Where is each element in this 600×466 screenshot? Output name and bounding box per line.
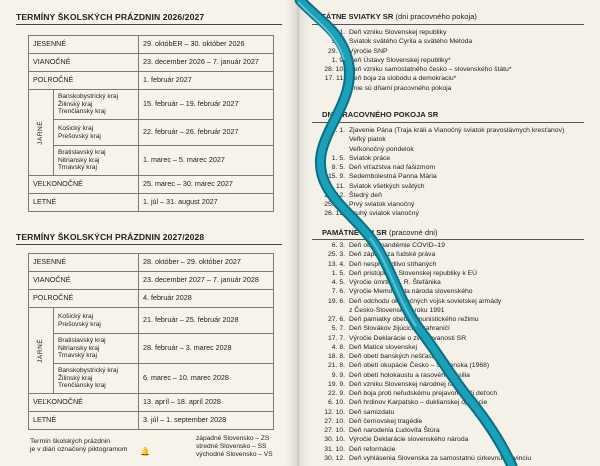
item-text: Deň odchodu okupačných vojsk sovietskej armády — [349, 297, 502, 305]
table-row — [29, 146, 274, 176]
item-date: 18. 8. — [327, 353, 345, 360]
item-text: Deň obetí pandémie COVID–19 — [349, 242, 445, 249]
holiday-dates: 21. február – 25. február 2028 — [138, 308, 273, 334]
section-title: PAMÄTNÉ DNI SR — [322, 228, 387, 237]
holiday-dates: 3. júl – 1. september 2028 — [138, 412, 273, 430]
item-date: 29. 8. — [327, 47, 345, 55]
item-text: Deň víťazstva nad fašizmom — [349, 164, 436, 171]
footnote: * nie sú dňami pracovného pokoja — [349, 84, 452, 92]
item-date: 31. 10. — [324, 445, 345, 453]
holiday-name: VEĽKONOČNÉ — [29, 176, 139, 194]
holiday-dates: 15. február – 19. február 2027 — [138, 90, 273, 120]
regions-text: Bratislavský kraj Nitriansky kraj Trnavský kraj — [57, 336, 106, 360]
holiday-dates: 23. december 2027 – 7. január 2028 — [138, 272, 273, 290]
list-item — [312, 454, 596, 463]
item-date: 4. 8. — [331, 343, 345, 351]
regions-cell — [53, 364, 138, 394]
list-item — [312, 417, 596, 426]
table1-title: TERMÍNY ŠKOLSKÝCH PRÁZDNIN 2026/2027 — [16, 12, 205, 22]
item-date: 22. 9. — [327, 390, 345, 397]
item-date: 19. 9. — [327, 380, 345, 388]
item-date: 1. 5. — [331, 269, 345, 277]
memorial-days-heading — [322, 228, 438, 237]
item-text: Výročie Deklarácie o zvrchovanosti SR — [349, 334, 467, 342]
list-item — [312, 269, 596, 278]
regions-cell — [53, 90, 138, 120]
item-text: Deň boja za slobodu a demokraciu* — [349, 75, 457, 83]
item-date: 17. 7. — [327, 334, 345, 342]
list-item — [312, 315, 596, 324]
section1-rule — [312, 24, 584, 25]
state-holidays-heading — [316, 12, 477, 21]
non-working-days-heading — [322, 110, 438, 119]
section3-rule — [312, 239, 584, 240]
item-text: Deň vzniku samostatného česko – slovenského štátu* — [349, 66, 512, 73]
section-subtitle: (pracovné dni) — [388, 228, 438, 237]
table2-title-rule — [16, 244, 282, 245]
holiday-dates: 6. marec – 10. marec 2028 — [138, 364, 273, 394]
table-row — [29, 54, 274, 72]
section2-rule — [312, 122, 584, 123]
item-text: z Česko-Slovenska v roku 1991 — [349, 306, 445, 314]
memorial-days-list — [312, 241, 596, 463]
section-subtitle: (dni pracovného pokoja) — [395, 12, 477, 21]
item-text: Sviatok práce — [349, 154, 391, 162]
item-text: Výročie Memoranda národa slovenského — [349, 288, 473, 296]
holiday-name: JESENNÉ — [29, 36, 139, 54]
holiday-name: JESENNÉ — [29, 254, 139, 272]
list-item — [312, 380, 596, 389]
list-item — [312, 278, 596, 287]
item-date: 27. 10. — [324, 417, 345, 425]
item-date: 6. 3. — [331, 242, 345, 249]
list-item — [312, 297, 596, 306]
regions-cell — [53, 120, 138, 146]
item-text: Sviatok všetkých svätých — [349, 182, 425, 190]
list-item — [312, 306, 596, 315]
item-date: 15. 9. — [327, 173, 345, 181]
table-row — [29, 394, 274, 412]
regions-cell — [53, 146, 138, 176]
table-row — [29, 254, 274, 272]
holiday-dates: 1. marec – 5. marec 2027 — [138, 146, 273, 176]
list-item — [312, 163, 596, 172]
state-holidays-list — [312, 28, 596, 93]
table-row — [29, 334, 274, 364]
item-text: Sviatok svätého Cyrila a svätého Metoda — [349, 38, 473, 46]
table-row — [29, 194, 274, 212]
item-date: 7. 6. — [331, 288, 345, 296]
table-row — [29, 120, 274, 146]
item-text: Deň obetí banských nešťastí — [349, 353, 436, 360]
table-row — [29, 90, 274, 120]
item-text: Zjavenie Pána (Traja králi a Vianočný sviatok pravoslávnych kresťanov) — [349, 127, 565, 134]
item-date: 1. 5. — [331, 154, 345, 162]
footer-line: je v diári označený piktogramom — [30, 446, 128, 454]
item-date: 21. 8. — [327, 362, 345, 370]
item-text: Deň hrdinov Karpatsko – duklianskej operácie — [349, 399, 488, 407]
spring-label: JARNÉ — [37, 339, 45, 363]
footer-line: Termín školských prázdnin — [30, 438, 111, 445]
holiday-dates: 22. február – 26. február 2027 — [138, 120, 273, 146]
item-date — [312, 145, 349, 154]
regions-text: Košický kraj Prešovský kraj — [57, 312, 101, 328]
item-date: 17. 11. — [324, 75, 345, 83]
holiday-dates: 25. marec – 30. marec 2027 — [138, 176, 273, 194]
holiday-name: POLROČNÉ — [29, 290, 139, 308]
item-text: Výročie úmrtia M. R. Štefánika — [349, 279, 441, 286]
list-item — [312, 361, 596, 370]
holiday-dates: 13. apríl – 18. apríl 2028 — [138, 394, 273, 412]
regions-text: Košický kraj Prešovský kraj — [57, 124, 101, 140]
item-date: 6. 10. — [327, 399, 345, 407]
item-date: 9. 9. — [331, 371, 345, 379]
bell-icon: 🔔 — [140, 447, 150, 456]
item-text: Veľkonočný pondelok — [349, 145, 414, 153]
item-date: 25. 12. — [324, 201, 345, 208]
item-text: Deň vzniku Slovenskej národnej rady — [349, 380, 461, 388]
spring-label: JARNÉ — [37, 121, 45, 145]
holiday-name: LETNÉ — [29, 194, 139, 212]
list-item — [312, 343, 596, 352]
item-text: Deň Slovákov žijúcich v zahraničí — [349, 325, 450, 333]
item-text: Výročie SNP — [349, 47, 388, 55]
item-text: Deň obetí holokaustu a rasového násilia — [349, 371, 470, 379]
item-text: Prvý sviatok vianočný — [349, 201, 415, 208]
item-text: Druhý sviatok vianočný — [349, 210, 419, 218]
regions-cell — [53, 334, 138, 364]
table-row — [29, 176, 274, 194]
item-date: 4. 5. — [331, 279, 345, 286]
section-title: DNI PRACOVNÉHO POKOJA SR — [322, 110, 439, 119]
item-text: Deň narodenia Ľudovíta Štúra — [349, 427, 440, 434]
footer-legend-left — [30, 438, 127, 455]
list-item — [312, 182, 596, 191]
regions-text: Banskobystrický kraj Žilinský kraj Trenčiansky kraj — [57, 92, 119, 116]
item-text: Veľký piatok — [349, 136, 386, 144]
list-item — [312, 426, 596, 435]
item-text: Deň vyhlásenia Slovenska za samostatnú cirkevnú provinciu — [349, 454, 532, 462]
holiday-name: VIANOČNÉ — [29, 54, 139, 72]
list-item — [312, 65, 596, 74]
item-date: 8. 5. — [331, 164, 345, 171]
list-item — [312, 260, 596, 269]
footer-line: stredné Slovensko – SS — [196, 443, 267, 451]
list-item — [312, 250, 596, 259]
list-item — [312, 287, 596, 296]
table-row — [29, 272, 274, 290]
list-item — [312, 145, 596, 154]
footer-legend-right — [196, 435, 273, 460]
holiday-dates: 1. február 2027 — [138, 72, 273, 90]
item-date: 1. 9. — [331, 56, 345, 64]
footer-line: západné Slovensko – ZS — [196, 435, 270, 442]
item-text: Deň reformácie — [349, 445, 396, 453]
item-text: Deň Matice slovenskej — [349, 343, 417, 351]
item-text: Deň obetí okupácie Česko – Slovenska (1968) — [349, 362, 490, 370]
list-item — [312, 334, 596, 343]
list-item — [312, 398, 596, 407]
list-item — [312, 435, 596, 444]
item-date: 13. 4. — [327, 260, 345, 268]
list-item — [312, 135, 596, 144]
item-date: 1. 1. — [331, 29, 345, 36]
holiday-name: VEĽKONOČNÉ — [29, 394, 139, 412]
footer-line: východné Slovensko – VS — [196, 451, 273, 459]
item-date: 27. 10. — [324, 427, 345, 434]
item-date: 19. 6. — [327, 297, 345, 305]
spring-label-cell — [29, 308, 54, 394]
item-date — [312, 135, 349, 144]
table-row — [29, 290, 274, 308]
holiday-table-2026-2027 — [28, 35, 274, 212]
item-text: Deň Ústavy Slovenskej republiky* — [349, 56, 451, 64]
list-item — [312, 200, 596, 209]
item-date: 6. 1. — [331, 127, 345, 134]
item-date: 1. 11. — [328, 182, 345, 190]
list-item — [312, 389, 596, 398]
holiday-dates: 28. október – 29. október 2027 — [138, 254, 273, 272]
table2-title: TERMÍNY ŠKOLSKÝCH PRÁZDNIN 2027/2028 — [16, 232, 205, 242]
list-item — [312, 37, 596, 46]
item-date: 5. 7. — [331, 325, 345, 333]
book-gutter — [286, 0, 310, 466]
list-item — [312, 445, 596, 454]
item-text: Deň samizdatu — [349, 408, 395, 416]
item-text: Deň pristúpenia Slovenskej republiky k EÚ — [349, 269, 478, 277]
list-item — [312, 352, 596, 361]
holiday-name: POLROČNÉ — [29, 72, 139, 90]
holiday-dates: 29. októbER – 30. október 2026 — [138, 36, 273, 54]
item-text: Deň vzniku Slovenskej republiky — [349, 29, 447, 36]
holiday-name: VIANOČNÉ — [29, 272, 139, 290]
non-working-days-list — [312, 126, 596, 219]
spring-label-cell — [29, 90, 54, 176]
list-item — [312, 28, 596, 37]
list-item — [312, 172, 596, 181]
table-row — [29, 36, 274, 54]
item-date: 24. 12. — [324, 191, 345, 199]
holiday-dates: 4. február 2028 — [138, 290, 273, 308]
item-text: Deň černovskej tragédie — [349, 417, 423, 425]
list-item — [312, 47, 596, 56]
table1-title-rule — [16, 24, 282, 25]
list-item — [312, 241, 596, 250]
item-text: Deň pamiatky obetí komunistického režimu — [349, 316, 479, 323]
item-date: 25. 3. — [327, 251, 345, 259]
list-item — [312, 191, 596, 200]
list-item — [312, 154, 596, 163]
item-text: Výročie Deklarácie slovenského národa — [349, 436, 469, 444]
item-date: 30. 12. — [324, 454, 345, 462]
item-text: Deň zápasu za ľudské práva — [349, 251, 436, 259]
list-item — [312, 56, 596, 65]
item-text: Sedembolestná Panna Mária — [349, 173, 437, 181]
item-date: 5. 7. — [331, 38, 345, 46]
holiday-dates: 1. júl – 31. august 2027 — [138, 194, 273, 212]
list-item — [312, 371, 596, 380]
item-date: 12. 10. — [324, 408, 345, 416]
list-item — [312, 74, 596, 83]
list-item — [312, 408, 596, 417]
list-item — [312, 209, 596, 218]
table-row — [29, 72, 274, 90]
list-item — [312, 324, 596, 333]
item-text: Deň nespravodlivo stíhaných — [349, 260, 437, 268]
item-date: 26. 12. — [324, 210, 345, 218]
holiday-dates: 23. december 2026 – 7. január 2027 — [138, 54, 273, 72]
item-date: 30. 10. — [324, 436, 345, 444]
item-date — [312, 306, 349, 315]
regions-text: Banskobystrický kraj Žilinský kraj Trenčiansky kraj — [57, 366, 119, 390]
section-title: ŠTÁTNE SVIATKY SR — [316, 12, 394, 21]
holiday-name: LETNÉ — [29, 412, 139, 430]
regions-text: Bratislavský kraj Nitriansky kraj Trnavský kraj — [57, 148, 106, 172]
item-date: 28. 10. — [324, 66, 345, 73]
table-row — [29, 308, 274, 334]
regions-cell — [53, 308, 138, 334]
item-date: 27. 6. — [327, 316, 345, 323]
holiday-dates: 28. február – 3. marec 2028 — [138, 334, 273, 364]
table-row — [29, 364, 274, 394]
list-item — [312, 126, 596, 135]
holiday-table-2027-2028 — [28, 253, 274, 430]
item-text: Štedrý deň — [349, 191, 382, 199]
item-text: Deň boja proti neľudskému prejavom voči deťoch — [349, 390, 498, 397]
table-row — [29, 412, 274, 430]
